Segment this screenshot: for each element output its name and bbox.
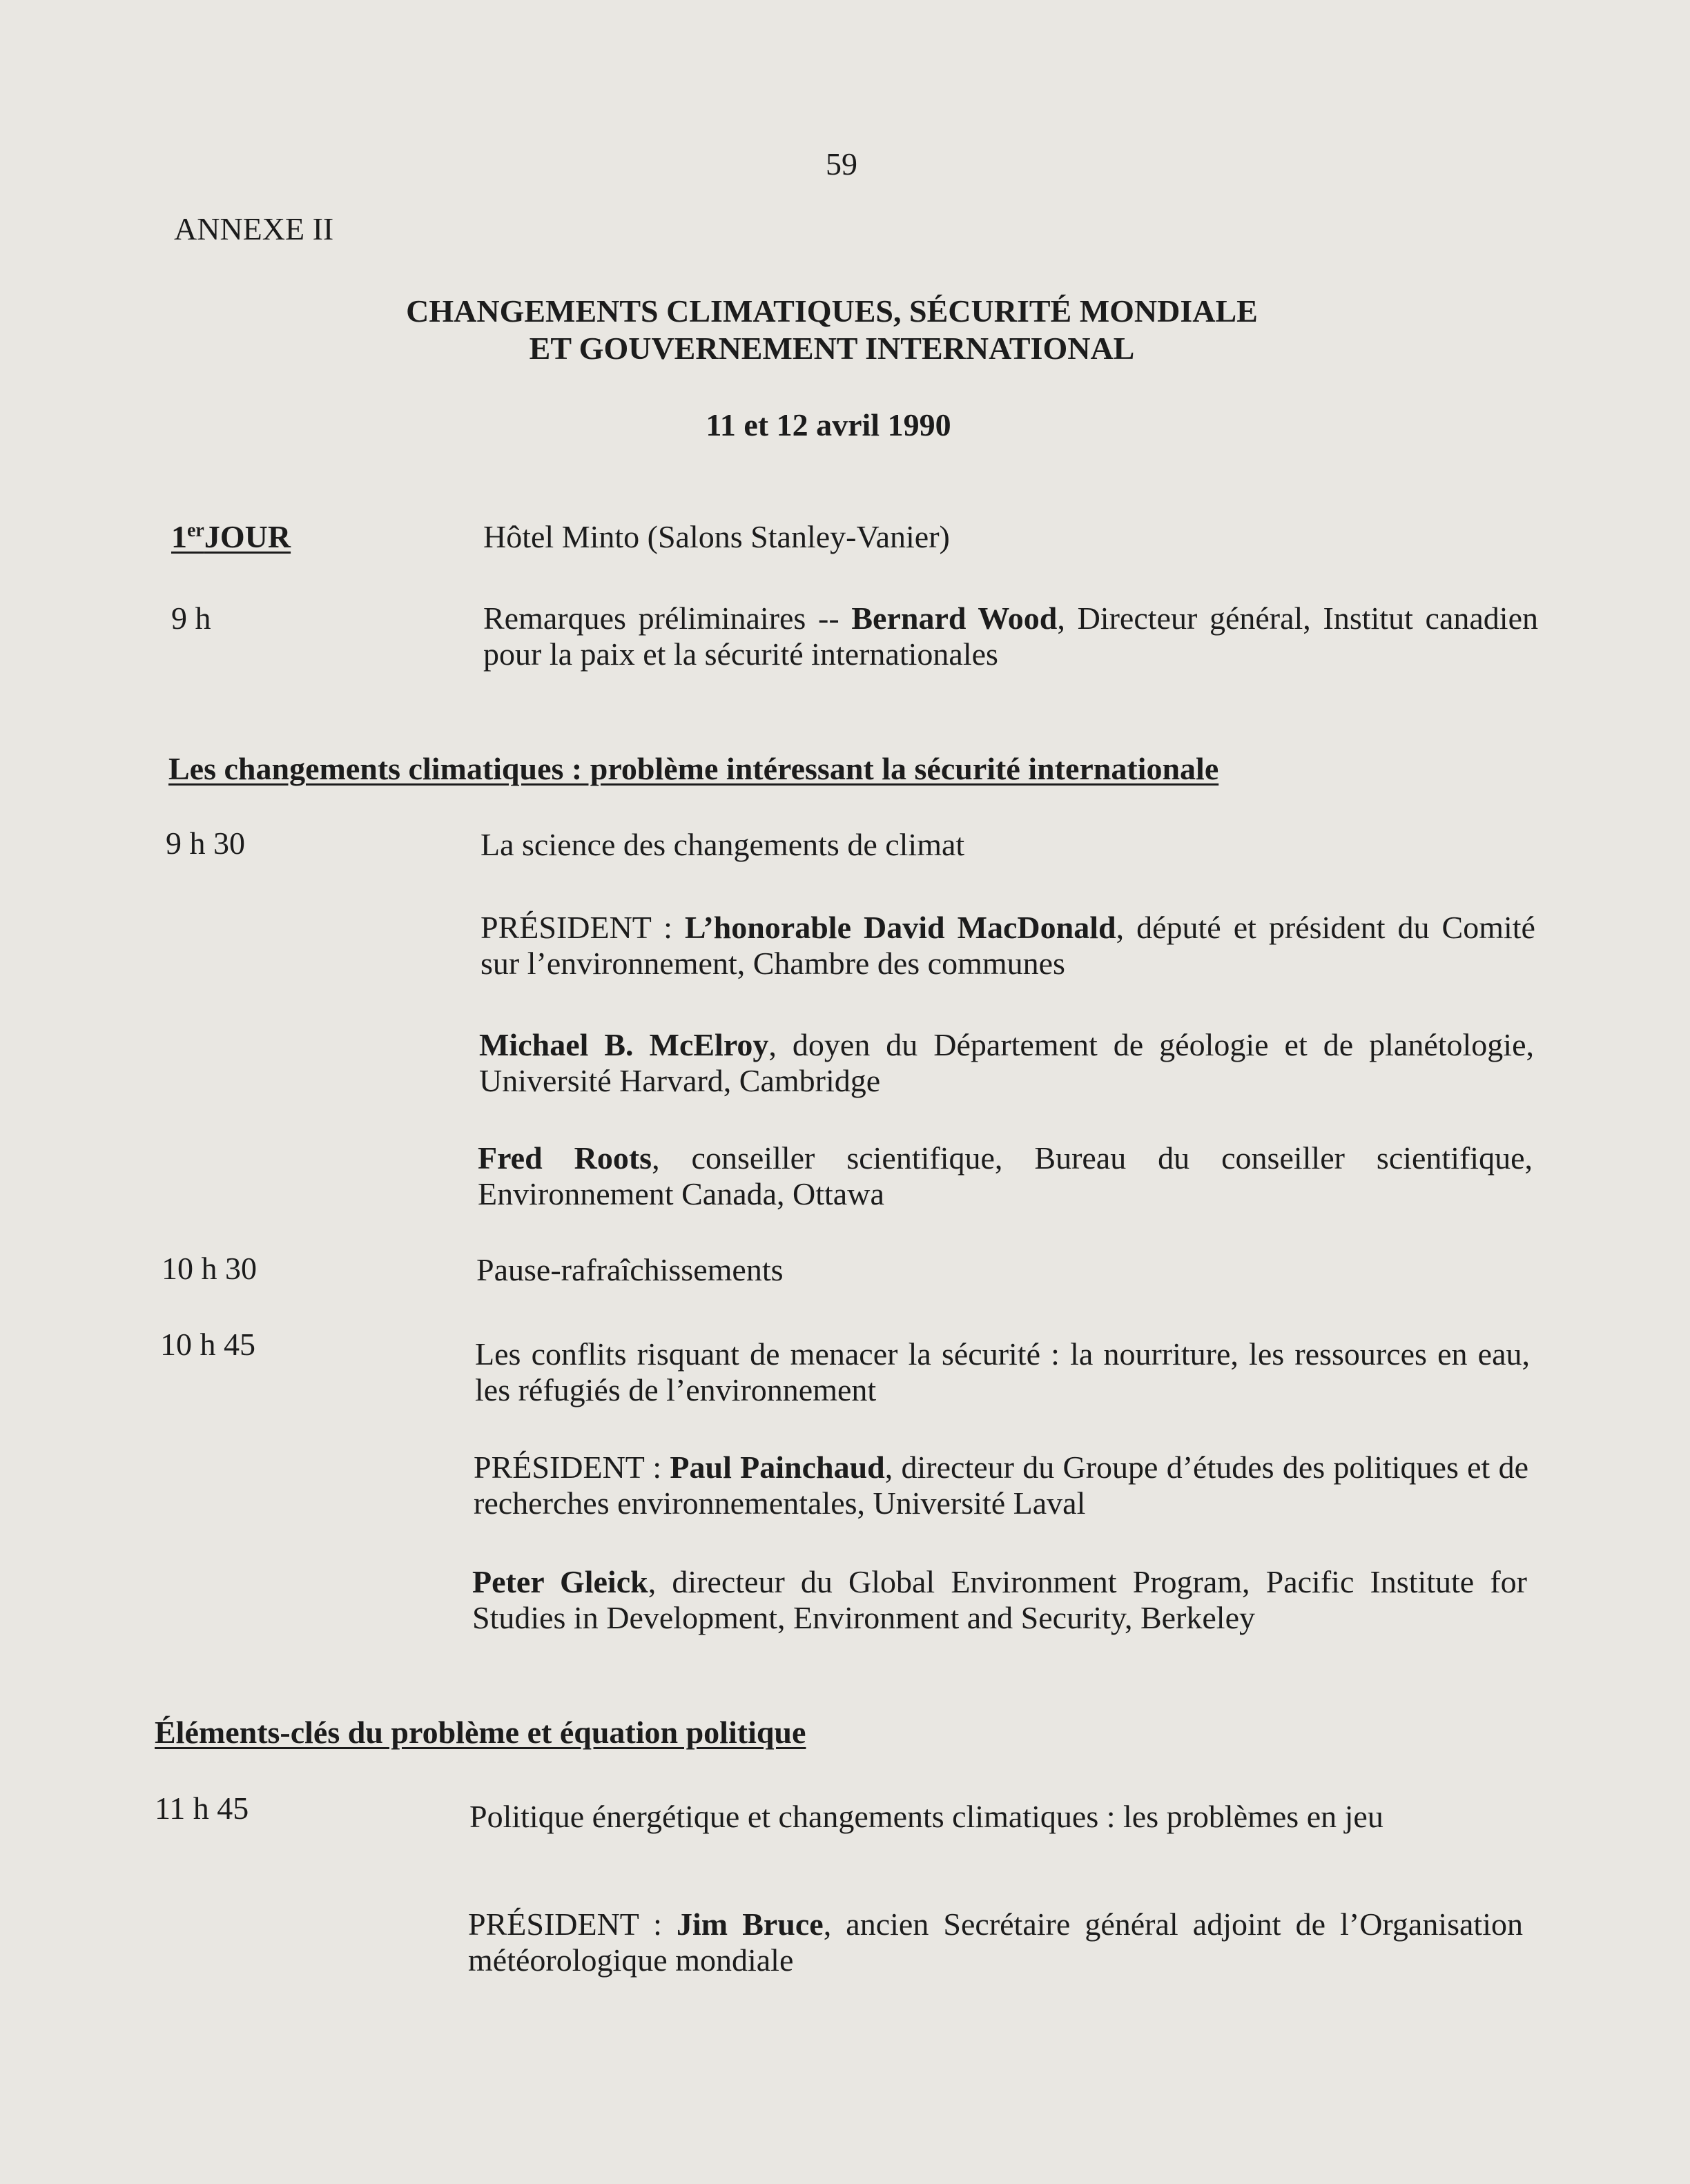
session2-president xyxy=(474,1450,1528,1521)
speaker-roots xyxy=(478,1140,1533,1212)
speaker-mcelroy xyxy=(479,1027,1534,1099)
president-name: Paul Painchaud xyxy=(670,1450,885,1485)
speaker-name: Peter Gleick xyxy=(472,1564,648,1599)
session3-time: 11 h 45 xyxy=(155,1791,249,1826)
opening-pre: Remarques préliminaires -- xyxy=(483,601,852,636)
president-prefix: PRÉSIDENT : xyxy=(474,1450,670,1485)
session3-president xyxy=(468,1907,1523,1978)
session2-time: 10 h 45 xyxy=(160,1327,255,1362)
president-name: Jim Bruce xyxy=(677,1907,824,1942)
president-prefix: PRÉSIDENT : xyxy=(468,1907,677,1942)
break-time: 10 h 30 xyxy=(162,1251,257,1286)
conference-dates: 11 et 12 avril 1990 xyxy=(706,407,951,442)
opening-post: , Directeur général, Institut canadien pour la paix et la sécurité internationales xyxy=(483,601,1539,672)
speaker-name: Michael B. McElroy xyxy=(479,1027,769,1062)
speaker-affiliation: , directeur du Global Environment Program, Pacific Institute for Studies in Development, Environment and Security, Berkeley xyxy=(472,1564,1527,1635)
document-title xyxy=(345,293,1319,367)
page-number: 59 xyxy=(826,146,857,182)
day-ordinal: er xyxy=(187,520,204,541)
speaker-name: Fred Roots xyxy=(478,1140,652,1176)
break-title: Pause-rafraîchissements xyxy=(476,1252,784,1287)
president-name: L’honorable David MacDonald xyxy=(684,910,1116,945)
president-prefix: PRÉSIDENT : xyxy=(480,910,685,945)
session3-title: Politique énergétique et changements climatiques : les problèmes en jeu xyxy=(469,1799,1383,1834)
speaker-gleick xyxy=(472,1564,1527,1636)
day-venue: Hôtel Minto (Salons Stanley-Vanier) xyxy=(483,519,950,554)
section1-heading: Les changements climatiques : problème intéressant la sécurité internationale xyxy=(168,751,1219,786)
opening-time: 9 h xyxy=(171,601,211,636)
day-label xyxy=(171,519,291,555)
day-number: 1 xyxy=(171,519,187,554)
title-line-1: CHANGEMENTS CLIMATIQUES, SÉCURITÉ MONDIALE xyxy=(406,293,1258,329)
session1-title: La science des changements de climat xyxy=(480,827,965,862)
president-affiliation: , député et président du Comité sur l’environnement, Chambre des communes xyxy=(480,910,1535,981)
speaker-affiliation: , conseiller scientifique, Bureau du conseiller scientifique, Environnement Canada, Ottawa xyxy=(478,1140,1533,1211)
title-line-2: ET GOUVERNEMENT INTERNATIONAL xyxy=(529,331,1135,366)
opening-speaker: Bernard Wood xyxy=(851,601,1058,636)
day-word: JOUR xyxy=(204,519,291,554)
section2-heading: Éléments-clés du problème et équation politique xyxy=(155,1715,806,1750)
annex-label: ANNEXE II xyxy=(174,211,334,246)
session1-time: 9 h 30 xyxy=(166,826,245,861)
session1-president xyxy=(480,910,1535,982)
session2-title: Les conflits risquant de menacer la sécurité : la nourriture, les ressources en eau, les réfugiés de l’environnement xyxy=(475,1336,1530,1407)
president-affiliation: , ancien Secrétaire général adjoint de l’Organisation météorologique mondiale xyxy=(468,1907,1523,1978)
opening-remarks xyxy=(483,601,1538,672)
speaker-affiliation: , doyen du Département de géologie et de planétologie, Université Harvard, Cambridge xyxy=(479,1027,1534,1098)
president-affiliation: , directeur du Groupe d’études des politiques et de recherches environnementales, Université Laval xyxy=(474,1450,1528,1521)
